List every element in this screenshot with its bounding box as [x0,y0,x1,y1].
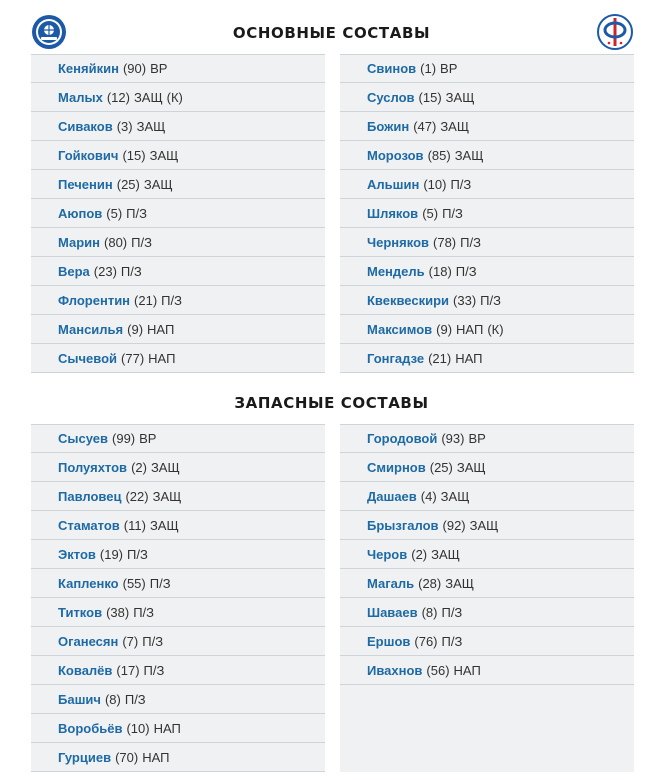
player-number: (47) [413,119,437,134]
player-position: П/З [480,293,501,308]
player-name-link[interactable]: Дашаев [367,489,417,504]
player-position: ВР [468,431,486,446]
player-row [31,540,325,569]
player-number: (22) [125,489,149,504]
player-position: ЗАЩ [456,460,486,475]
player-name-link[interactable]: Суслов [367,90,415,105]
player-name-link[interactable]: Квеквескири [367,293,450,308]
player-position: П/З [450,177,472,192]
player-position: П/З [120,264,142,279]
player-name-link[interactable]: Аюпов [58,206,103,221]
player-row [31,598,325,627]
player-name-link[interactable]: Кеняйкин [58,61,119,76]
player-row [31,315,325,344]
player-number: (77) [121,351,145,366]
player-row [31,286,325,315]
player-row [340,627,634,656]
player-position: П/З [442,206,463,221]
player-name-link[interactable]: Башич [58,692,101,707]
player-row [31,344,325,373]
player-row [340,112,634,141]
player-number: (8) [104,692,121,707]
player-name-link[interactable]: Гойкович [58,148,119,163]
player-position: ЗАЩ [149,148,179,163]
player-number: (10) [423,177,447,192]
player-position: ЗАЩ [152,489,182,504]
player-name-link[interactable]: Максимов [367,322,433,337]
player-number: (18) [428,264,452,279]
player-position: ЗАЩ [150,460,180,475]
player-name-link[interactable]: Воробьёв [58,721,123,736]
player-number: (1) [420,61,437,76]
player-number: (12) [106,90,130,105]
player-name-link[interactable]: Ковалёв [58,663,113,678]
player-name-link[interactable]: Шаваев [367,605,418,620]
player-position: П/З [126,206,147,221]
player-position: ЗАЩ [440,489,470,504]
player-position: НАП [147,322,175,337]
player-row [340,228,634,257]
player-row [340,257,634,286]
player-number: (93) [441,431,465,446]
player-name-link[interactable]: Ивахнов [367,663,423,678]
player-position: ЗАЩ [143,177,173,192]
player-number: (5) [422,206,439,221]
player-position: ЗАЩ [469,518,499,533]
player-position: ЗАЩ [431,547,460,562]
player-name-link[interactable]: Капленко [58,576,119,591]
player-position: ВР [139,431,157,446]
player-name-link[interactable]: Флорентин [58,293,131,308]
player-row [340,315,634,344]
player-position: П/З [161,293,182,308]
player-position: ЗАЩ [454,148,484,163]
player-position: ЗАЩ [149,518,179,533]
player-row [340,482,634,511]
player-row [340,569,634,598]
player-number: (15) [122,148,146,163]
player-position: ЗАЩ [445,90,475,105]
player-number: (5) [106,206,123,221]
player-position: НАП [456,322,484,337]
player-row [31,656,325,685]
player-name-link[interactable]: Ершов [367,634,411,649]
player-position: ЗАЩ [133,90,163,105]
player-row [31,228,325,257]
player-row [340,286,634,315]
player-number: (56) [426,663,450,678]
player-number: (9) [127,322,144,337]
player-row [31,83,325,112]
player-name-link[interactable]: Гонгадзе [367,351,425,366]
player-name-link[interactable]: Малых [58,90,103,105]
player-number: (21) [134,293,158,308]
player-name-link[interactable]: Стаматов [58,518,120,533]
player-name-link[interactable]: Свинов [367,61,417,76]
player-number: (33) [453,293,477,308]
player-position: НАП [142,750,170,765]
player-row [31,685,325,714]
player-row [31,453,325,482]
player-row [31,714,325,743]
player-row [340,141,634,170]
player-name-link[interactable]: Шляков [367,206,419,221]
player-number: (17) [116,663,140,678]
player-number: (78) [433,235,457,250]
player-name-link[interactable]: Вера [58,264,90,279]
player-position: П/З [441,634,463,649]
player-row [31,112,325,141]
player-number: (92) [442,518,466,533]
player-name-link[interactable]: Сиваков [58,119,113,134]
player-position: НАП [148,351,176,366]
player-name-link[interactable]: Черов [367,547,408,562]
player-number: (76) [414,634,438,649]
player-position: П/З [460,235,481,250]
player-row [340,598,634,627]
player-name-link[interactable]: Печенин [58,177,113,192]
player-position: ЗАЩ [445,576,474,591]
player-row [31,170,325,199]
player-name-link[interactable]: Мендель [367,264,425,279]
player-name-link[interactable]: Альшин [367,177,420,192]
player-number: (3) [116,119,133,134]
main-lineups-heading: ОСНОВНЫЕ СОСТАВЫ [232,24,431,42]
player-row [31,257,325,286]
player-number: (99) [112,431,136,446]
player-name-link[interactable]: Мансилья [58,322,124,337]
player-row [340,54,634,83]
player-row [340,170,634,199]
player-number: (70) [115,750,139,765]
player-row [31,482,325,511]
player-position: П/З [124,692,146,707]
player-row [340,344,634,373]
away-subs-lineup [340,424,634,685]
player-row [340,656,634,685]
player-position: ВР [150,61,168,76]
player-row [340,540,634,569]
player-number: (55) [122,576,146,591]
player-position: НАП [153,721,181,736]
player-row [31,54,325,83]
player-number: (15) [418,90,442,105]
subs-lineups-heading: ЗАПАСНЫЕ СОСТАВЫ [234,394,429,412]
captain-badge: (К) [166,90,183,105]
player-position: П/З [127,547,148,562]
player-number: (23) [93,264,117,279]
player-position: НАП [453,663,481,678]
player-number: (11) [123,518,146,533]
player-name-link[interactable]: Сычевой [58,351,118,366]
player-name-link[interactable]: Эктов [58,547,96,562]
captain-badge: (К) [487,322,504,337]
player-name-link[interactable]: Брызгалов [367,518,439,533]
player-name-link[interactable]: Полуяхтов [58,460,128,475]
player-number: (9) [436,322,453,337]
player-name-link[interactable]: Магаль [367,576,415,591]
player-name-link[interactable]: Гурциев [58,750,112,765]
player-row [340,453,634,482]
player-position: П/З [149,576,171,591]
home-subs-lineup [31,424,325,772]
player-name-link[interactable]: Сысуев [58,431,109,446]
player-position: П/З [441,605,463,620]
player-row [340,424,634,453]
home-main-lineup [31,54,325,373]
player-number: (90) [122,61,147,76]
player-name-link[interactable]: Городовой [367,431,438,446]
player-position: П/З [455,264,477,279]
player-name-link[interactable]: Марин [58,235,101,250]
player-number: (28) [418,576,442,591]
player-number: (2) [411,547,428,562]
player-name-link[interactable]: Морозов [367,148,424,163]
player-name-link[interactable]: Оганесян [58,634,119,649]
player-name-link[interactable]: Титков [58,605,103,620]
away-main-lineup [340,54,634,373]
player-position: П/З [143,663,165,678]
player-row [31,511,325,540]
player-row [31,569,325,598]
player-number: (25) [116,177,140,192]
player-row [31,627,325,656]
player-number: (4) [420,489,437,504]
player-name-link[interactable]: Смирнов [367,460,426,475]
player-name-link[interactable]: Павловец [58,489,122,504]
player-number: (7) [122,634,139,649]
player-position: НАП [455,351,483,366]
player-position: П/З [133,605,155,620]
player-row [340,83,634,112]
player-position: ВР [440,61,458,76]
player-position: ЗАЩ [136,119,166,134]
player-row [340,511,634,540]
player-row [340,199,634,228]
player-name-link[interactable]: Божин [367,119,410,134]
player-number: (38) [106,605,130,620]
player-number: (85) [427,148,451,163]
player-row [31,424,325,453]
player-number: (21) [428,351,452,366]
player-position: ЗАЩ [440,119,470,134]
player-row [31,199,325,228]
player-number: (8) [421,605,438,620]
player-position: П/З [131,235,152,250]
player-number: (80) [104,235,128,250]
player-row [31,743,325,772]
player-number: (25) [429,460,453,475]
player-row [31,141,325,170]
player-number: (10) [126,721,150,736]
player-number: (19) [99,547,124,562]
player-position: П/З [142,634,164,649]
player-number: (2) [131,460,147,475]
player-name-link[interactable]: Черняков [367,235,430,250]
